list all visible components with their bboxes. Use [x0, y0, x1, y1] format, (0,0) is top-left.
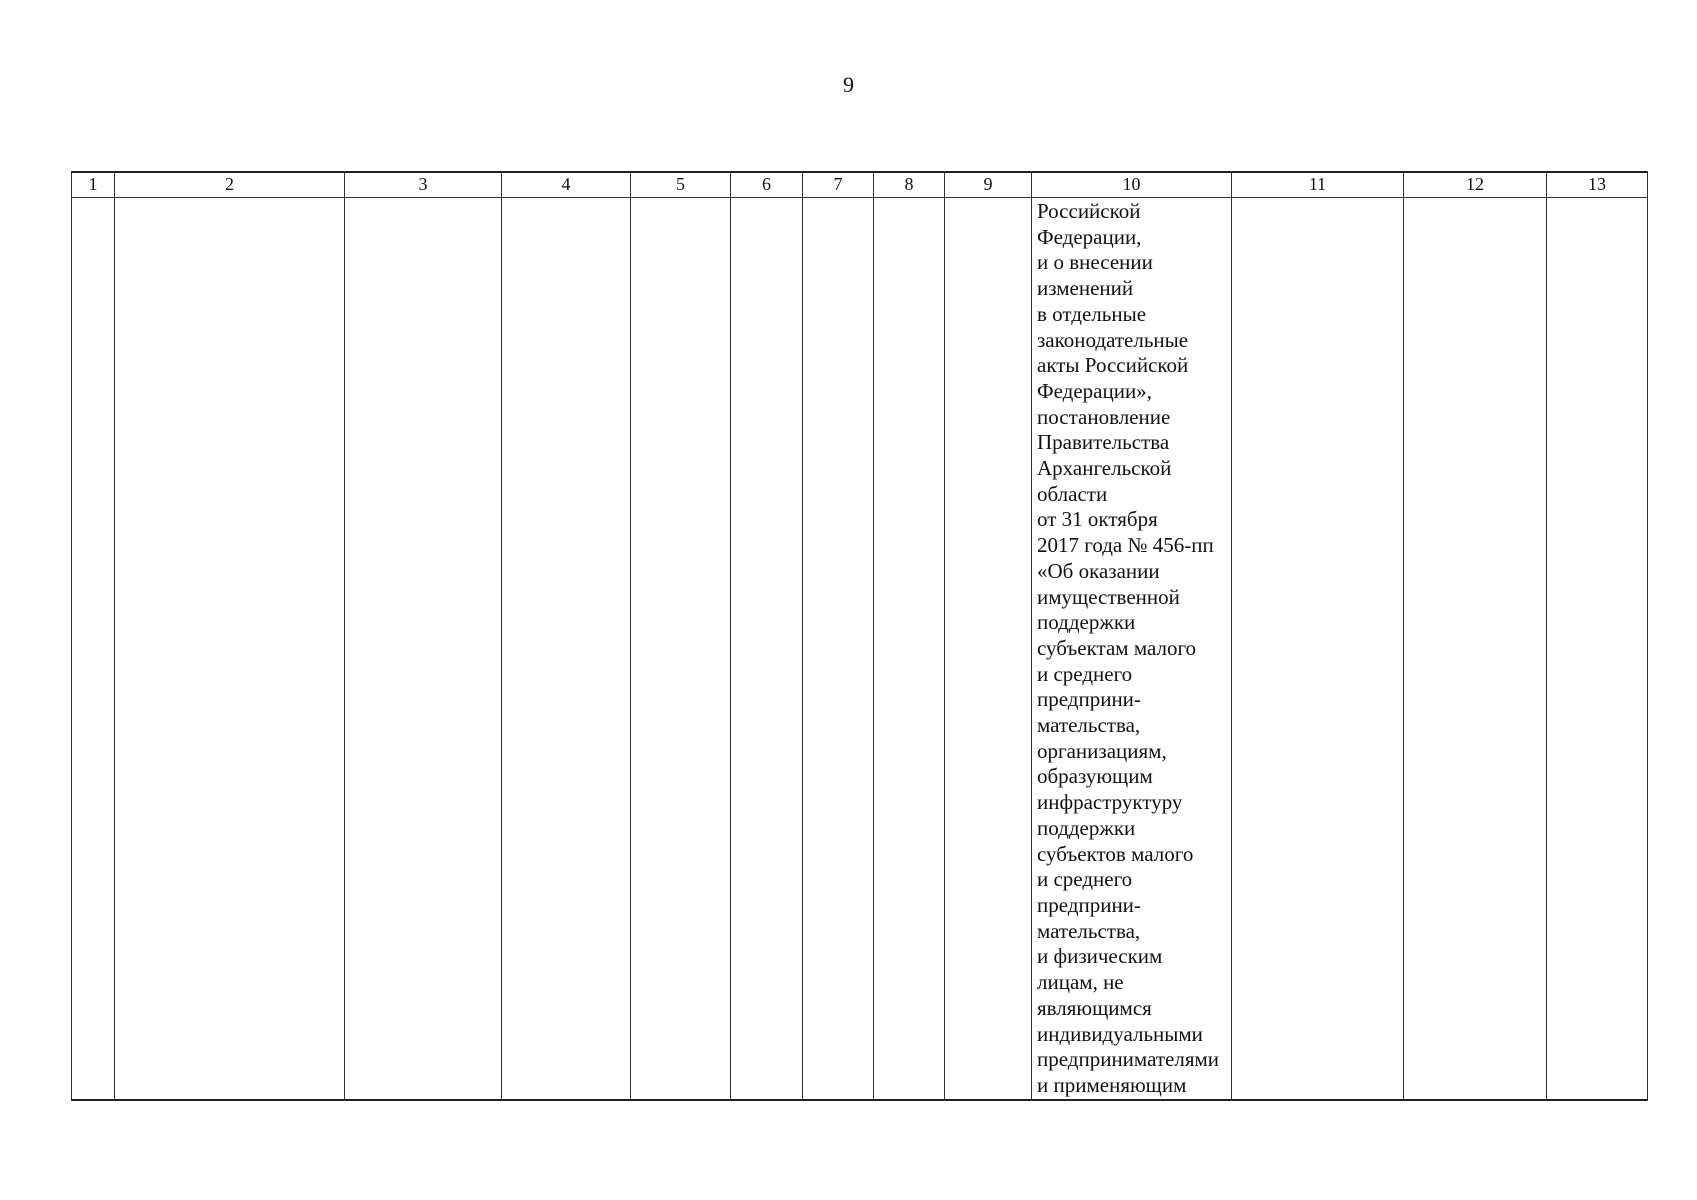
column-header-6: 6 — [731, 172, 803, 198]
column-header-5: 5 — [631, 172, 731, 198]
column-header-1: 1 — [72, 172, 115, 198]
legal-basis-text: Российской Федерации, и о внесении изменений в отдельные законодательные акты Российской Федерации», постановление Правительства Архангельской области от 31 октября 2017 года № 456-пп «Об оказании имущественной поддержки субъектам малого и среднего предприни- мательства, организациям, образующим инфраструктуру поддержки субъектов малого и среднего предприни- мательства, и физическим лицам, не являющимся индивидуальными предпринимателями и применяющим — [1037, 199, 1220, 1097]
table-cell-col13 — [1547, 198, 1648, 1100]
table-cell-col12 — [1404, 198, 1547, 1100]
column-header-4: 4 — [502, 172, 631, 198]
table-cell-col2 — [115, 198, 345, 1100]
table-cell-col11 — [1232, 198, 1404, 1100]
table-cell-col6 — [731, 198, 803, 1100]
table-cell-col1 — [72, 198, 115, 1100]
table-cell-col10 — [1032, 198, 1232, 1100]
column-header-2: 2 — [115, 172, 345, 198]
table-cell-col3 — [345, 198, 502, 1100]
column-header-10: 10 — [1032, 172, 1232, 198]
table-cell-col8 — [874, 198, 945, 1100]
column-header-3: 3 — [345, 172, 502, 198]
table-cell-col5 — [631, 198, 731, 1100]
document-table — [71, 171, 1648, 1101]
column-header-11: 11 — [1232, 172, 1404, 198]
table-row — [72, 198, 1648, 1100]
column-header-9: 9 — [945, 172, 1032, 198]
column-header-12: 12 — [1404, 172, 1547, 198]
column-header-13: 13 — [1547, 172, 1648, 198]
table-header-row — [72, 172, 1648, 198]
column-header-8: 8 — [874, 172, 945, 198]
table-cell-col9 — [945, 198, 1032, 1100]
page-number: 9 — [843, 72, 854, 97]
column-header-7: 7 — [803, 172, 874, 198]
table-cell-col7 — [803, 198, 874, 1100]
table-cell-col4 — [502, 198, 631, 1100]
